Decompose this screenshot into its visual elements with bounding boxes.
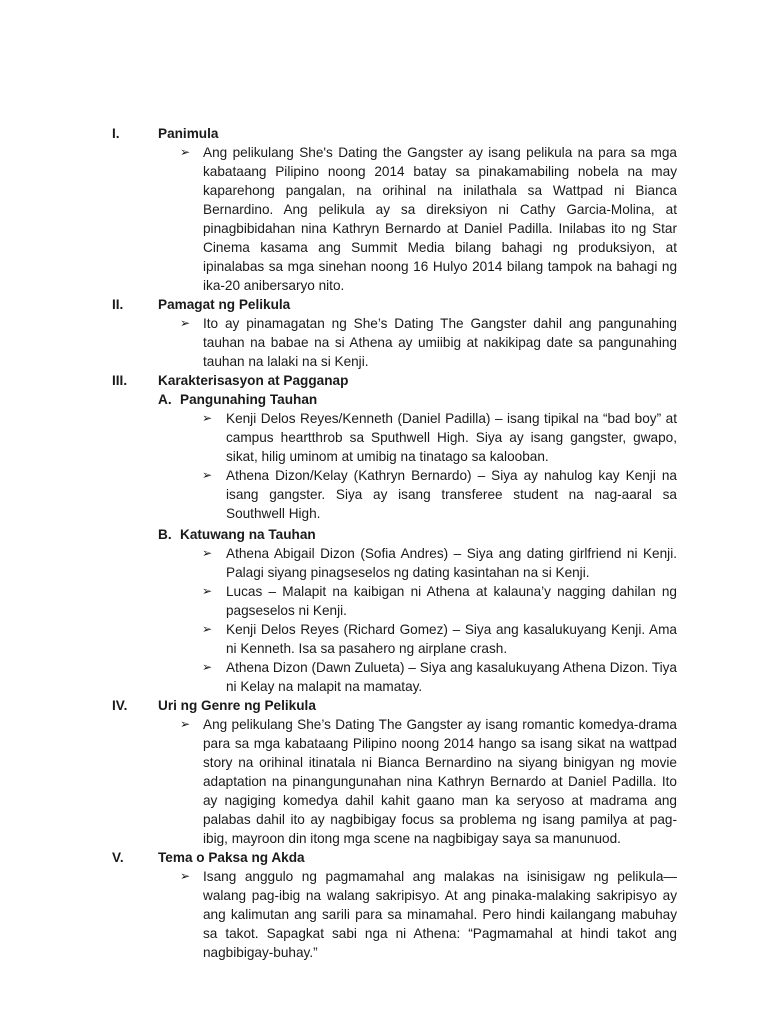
section-1 [0, 124, 768, 295]
subsection-letter: B. [158, 527, 172, 542]
section-4 [0, 696, 768, 848]
subsection-title: Katuwang na Tauhan [180, 527, 316, 542]
section-title: Panimula [158, 126, 219, 141]
bullet-text: Ito ay pinamagatan ng She’s Dating The Gangster dahil ang pangunahing tauhan na babae na si Athena ay umiibig at nakikipag date sa pangunahing tauhan na lalaki na si Kenji. [203, 316, 677, 369]
arrow-bullet-icon: ➢ [202, 584, 213, 598]
arrow-bullet-icon: ➢ [180, 717, 191, 731]
bullet-item [202, 409, 677, 466]
section-numeral: II. [112, 297, 124, 312]
section-title: Karakterisasyon at Pagganap [158, 373, 349, 388]
arrow-bullet-icon: ➢ [202, 622, 213, 636]
bullet-text: Kenji Delos Reyes/Kenneth (Daniel Padilla) – isang tipikal na “bad boy” at campus heartthrob sa Sputhwell High. Siya ay isang gangster, gwapo, sikat, hilig uminom at umibig na tinatago sa kalooban. [226, 411, 677, 464]
section-title: Uri ng Genre ng Pelikula [158, 698, 316, 713]
bullet-text: Athena Dizon (Dawn Zulueta) – Siya ang kasalukuyang Athena Dizon. Tiya ni Kelay na malapit na mamatay. [226, 660, 677, 694]
section-2 [0, 295, 768, 371]
bullet-text: Athena Dizon/Kelay (Kathryn Bernardo) – Siya ay nahulog kay Kenji na isang gangster. Siya ay isang transferee student na nag-aaral sa Southwell High. [226, 468, 677, 521]
bullet-item [202, 582, 677, 620]
arrow-bullet-icon: ➢ [202, 468, 213, 482]
section-numeral: III. [112, 373, 128, 388]
subsection-heading-a [0, 390, 768, 409]
bullet-text: Kenji Delos Reyes (Richard Gomez) – Siya ang kasalukuyang Kenji. Ama ni Kenneth. Isa sa pasahero ng airplane crash. [226, 622, 677, 656]
section-3 [0, 371, 768, 696]
bullet-text: Ang pelikulang She’s Dating The Gangster ay isang romantic komedya-drama para sa mga kabataang Pilipino noong 2014 hango sa isang sikat na wattpad story na orihinal itinatala ni Bianca Bernardino na siyang binigyan ng movie adaptation na pinangungunahan nina Kathryn Bernardo at Daniel Padilla. Ito ay nagiging komedya dahil kahit gaano man ka seryoso at madrama ang palabas dahil ito ay nagbibigay focus sa problema ng isang pamilya at pag-ibig, mayroon din itong mga scene na nagbibigay saya sa manunuod. [203, 717, 677, 846]
section-heading [0, 696, 768, 715]
section-heading [0, 848, 768, 867]
subsection-title: Pangunahing Tauhan [180, 392, 318, 407]
bullet-text: Athena Abigail Dizon (Sofia Andres) – Siya ang dating girlfriend ni Kenji. Palagi siyang pinagseselos ng dating kasintahan na si Kenji. [226, 546, 677, 580]
subsection-letter: A. [158, 392, 172, 407]
section-numeral: I. [112, 126, 120, 141]
arrow-bullet-icon: ➢ [180, 316, 191, 330]
bullet-item [202, 620, 677, 658]
bullet-item [180, 314, 677, 371]
bullet-item [180, 867, 677, 962]
bullet-text: Ang pelikulang She's Dating the Gangster ay isang pelikula na para sa mga kabataang Pilipino noong 2014 batay sa pinakamabiling nobela na may kaparehong pangalan, na orihinal na inilathala sa Wattpad ni Bianca Bernardino. Ang pelikula ay sa direksiyon ni Cathy Garcia-Molina, at pinagbibidahan nina Kathryn Bernardo at Daniel Padilla. Inilabas ito ng Star Cinema kasama ang Summit Media bilang bahagi ng produksiyon, at ipinalabas sa mga sinehan noong 16 Hulyo 2014 bilang tampok na bahagi ng ika-20 anibersaryo nito. [203, 145, 677, 293]
section-title: Tema o Paksa ng Akda [158, 850, 305, 865]
arrow-bullet-icon: ➢ [202, 411, 213, 425]
bullet-item [202, 658, 677, 696]
section-heading [0, 295, 768, 314]
section-numeral: IV. [112, 698, 128, 713]
arrow-bullet-icon: ➢ [202, 546, 213, 560]
bullet-item [180, 715, 677, 848]
section-heading [0, 124, 768, 143]
section-heading [0, 371, 768, 390]
arrow-bullet-icon: ➢ [180, 145, 191, 159]
arrow-bullet-icon: ➢ [202, 660, 213, 674]
bullet-item [180, 143, 677, 295]
section-5 [0, 848, 768, 962]
bullet-text: Lucas – Malapit na kaibigan ni Athena at kalauna’y nagging dahilan ng pagseselos ni Kenji. [226, 584, 677, 618]
section-numeral: V. [112, 850, 124, 865]
arrow-bullet-icon: ➢ [180, 869, 191, 883]
bullet-item [202, 466, 677, 523]
section-title: Pamagat ng Pelikula [158, 297, 291, 312]
bullet-item [202, 544, 677, 582]
bullet-text: Isang anggulo ng pagmamahal ang malakas na isinisigaw ng pelikula— walang pag-ibig na walang sakripisyo. At ang pinaka-malaking sakripisyo ay ang kalimutan ang sarili para sa minamahal. Pero hindi kailangang mabuhay sa takot. Sapagkat sabi nga ni Athena: “Pagmamahal at hindi takot ang nagbibigay-buhay.” [203, 869, 677, 960]
subsection-heading-b [0, 525, 768, 544]
